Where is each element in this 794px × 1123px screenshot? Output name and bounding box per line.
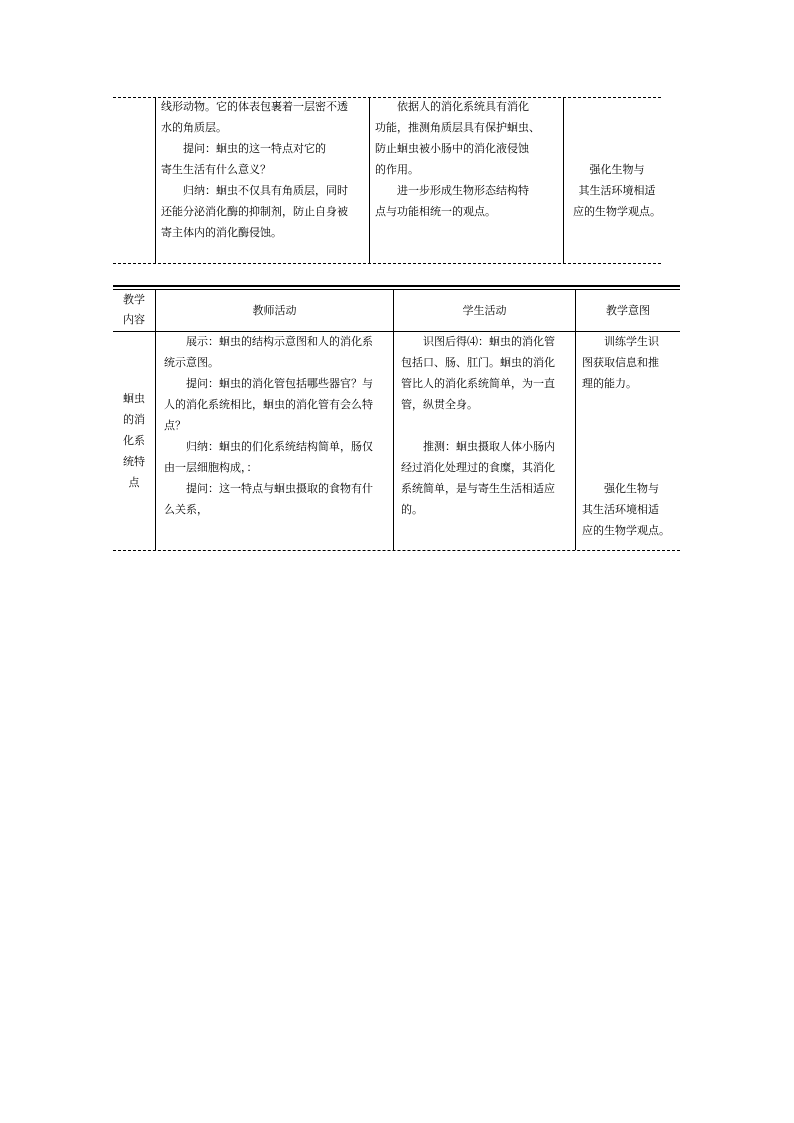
text-line: 蛔虫 (123, 392, 145, 405)
text-line: 推测：蛔虫摄取人体小肠内 (423, 440, 555, 453)
header-text: 内容 (123, 313, 145, 326)
top-table-divider (563, 97, 564, 263)
spacer (401, 415, 574, 436)
text-line: 寄主体内的消化酶侵蚀。 (161, 226, 282, 239)
header-student (394, 300, 575, 321)
text-line: 应的生物学观点。 (573, 205, 661, 218)
table-top-rule (113, 289, 680, 290)
text-line: 进一步形成生物形态结构特 (397, 184, 529, 197)
text-line: 的消 (123, 413, 145, 426)
text-line: 寄生生活有什么意义？ (161, 163, 271, 176)
header-text: 教学意图 (606, 304, 650, 317)
header-intent (576, 300, 680, 321)
text-line: 强化生物与 (589, 163, 645, 176)
text-line: 系统简单，是与寄生生活相适应 (401, 482, 555, 495)
text-line: 归纳：蛔虫不仅具有角质层，同时 (183, 184, 348, 197)
table-bottom-border (113, 550, 680, 551)
text-line: 统示意图。 (164, 356, 219, 369)
text-line: 的作用。 (375, 163, 419, 176)
column-divider (575, 290, 576, 550)
text-line: 理的能力。 (582, 377, 637, 390)
text-line: 还能分泌消化酶的抑制剂，防止自身被 (161, 205, 348, 218)
top-table-divider (369, 97, 370, 263)
text-line: 提问：这一特点与蛔虫摄取的食物有什 (186, 482, 373, 495)
text-line: 其生活环境相适 (578, 184, 656, 197)
text-line: 水的角质层。 (161, 121, 227, 134)
top-student-cell (375, 96, 561, 222)
text-line: 管比人的消化系统简单，为一直 (401, 377, 555, 390)
text-line: 应的生物学观点。 (582, 524, 670, 537)
text-line: 点 (128, 476, 140, 489)
text-line: 防止蛔虫被小肠中的消化液侵蚀 (375, 142, 529, 155)
text-line: 其生活环境相适 (582, 503, 659, 516)
text-line: 提问：蛔虫的这一特点对它的 (183, 142, 326, 155)
header-text: 教师活动 (252, 304, 297, 317)
text-line: 经过消化处理过的食糜，其消化 (401, 461, 555, 474)
text-line: 线形动物。它的体表包裹着一层密不透 (161, 100, 348, 113)
header-content (113, 290, 155, 330)
intent-cell-bottom (582, 478, 678, 541)
header-text: 学生活动 (462, 304, 507, 317)
top-table-divider (155, 97, 156, 263)
header-teacher (156, 300, 393, 321)
table-top-rule (113, 285, 680, 287)
top-teacher-cell (161, 96, 367, 243)
header-text: 教学 (123, 293, 145, 306)
text-line: 统特 (123, 455, 145, 468)
intent-cell-top (582, 331, 678, 394)
text-line: 依据人的消化系统具有消化 (397, 100, 529, 113)
top-intent-cell (567, 159, 667, 222)
text-line: 展示：蛔虫的结构示意图和人的消化系 (186, 335, 373, 348)
text-line: 识图后得⑷：蛔虫的消化管 (423, 335, 555, 348)
teacher-cell (164, 331, 391, 520)
text-line: 归纳：蛔虫的们化系统结构简单，肠仅 (186, 440, 373, 453)
text-line: 由一层细胞构成，： (164, 461, 258, 474)
text-line: 的。 (401, 503, 423, 516)
top-table-bottom-border (113, 263, 661, 264)
text-line: 人的消化系统相比，蛔虫的消化管有会么特 (164, 398, 373, 411)
text-line: 化系 (123, 434, 145, 447)
column-divider (393, 290, 394, 550)
text-line: 提问：蛔虫的消化管包括哪些器官？与 (186, 377, 373, 390)
text-line: 图获取信息和推 (582, 356, 659, 369)
text-line: 包括口、肠、肛门。蛔虫的消化 (401, 356, 555, 369)
text-line: 强化生物与 (604, 482, 659, 495)
content-cell (113, 388, 155, 493)
column-divider (155, 290, 156, 550)
student-cell (401, 331, 574, 520)
text-line: 管，纵贯全身。 (401, 398, 478, 411)
text-line: 功能，推测角质层具有保护蛔虫、 (375, 121, 540, 134)
text-line: 点与功能相统一的观点。 (375, 205, 496, 218)
text-line: 训练学生识 (604, 335, 659, 348)
text-line: 点？ (164, 419, 186, 432)
text-line: 么关系， (164, 503, 208, 516)
